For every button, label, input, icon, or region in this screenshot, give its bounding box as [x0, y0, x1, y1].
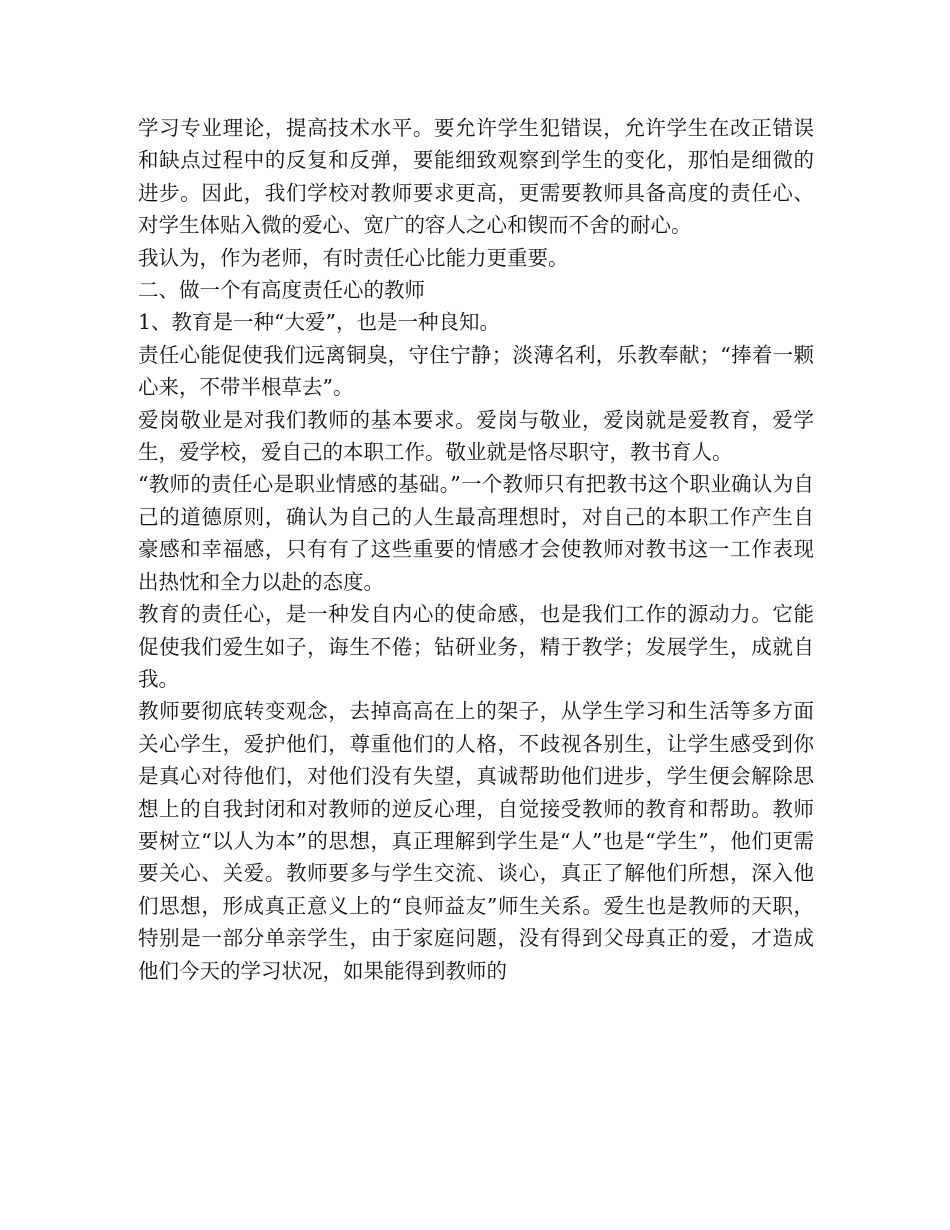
paragraph-4: 爱岗敬业是对我们教师的基本要求。爱岗与敬业，爱岗就是爱教育，爱学生，爱学校，爱自己的本职工作。敬业就是恪尽职守，教书育人。 [138, 407, 814, 465]
section-heading: 二、做一个有高度责任心的教师 [138, 278, 425, 303]
paragraph-7: 教师要彻底转变观念，去掉高高在上的架子，从学生学习和生活等多方面关心学生，爱护他们，尊重他们的人格，不歧视各别生，让学生感受到你是真心对待他们，对他们没有失望，真诚帮助他们进步，学生便会解除思想上的自我封闭和对教师的逆反心理，自觉接受教师的教育和帮助。教师要树立“以人为本”的思想，真正理解到学生是“人”也是“学生”，他们更需要关心、关爱。教师要多与学生交流、谈心，真正了解他们所想，深入他们思想，形成真正意义上的“良师益友”师生关系。爱生也是教师的天职，特别是一部分单亲学生，由于家庭问题，没有得到父母真正的爱，才造成他们今天的学习状况，如果能得到教师的 [138, 699, 814, 983]
paragraph-1: 学习专业理论，提高技术水平。要允许学生犯错误，允许学生在改正错误和缺点过程中的反复和反弹，要能细致观察到学生的变化，那怕是细微的进步。因此，我们学校对教师要求更高，更需要教师具备高度的责任心、对学生体贴入微的爱心、宽广的容人之心和锲而不舍的耐心。 [138, 116, 814, 238]
paragraph-6: 教育的责任心，是一种发自内心的使命感，也是我们工作的源动力。它能促使我们爱生如子，诲生不倦；钻研业务，精于教学；发展学生，成就自我。 [138, 602, 814, 691]
paragraph-2: 我认为，作为老师，有时责任心比能力更重要。 [138, 245, 569, 270]
subsection-heading: 1、教育是一种“大爱”，也是一种良知。 [138, 310, 501, 335]
paragraph-5: “教师的责任心是职业情感的基础。”一个教师只有把教书这个职业确认为自己的道德原则，确认为自己的人生最高理想时，对自己的本职工作产生自豪感和幸福感，只有有了这些重要的情感才会使教师对教书这一工作表现出热忱和全力以赴的态度。 [138, 472, 814, 594]
document-body [138, 112, 814, 987]
paragraph-3: 责任心能促使我们远离铜臭，守住宁静；淡薄名利，乐教奉献；“捧着一颗心来，不带半根草去”。 [138, 342, 814, 400]
